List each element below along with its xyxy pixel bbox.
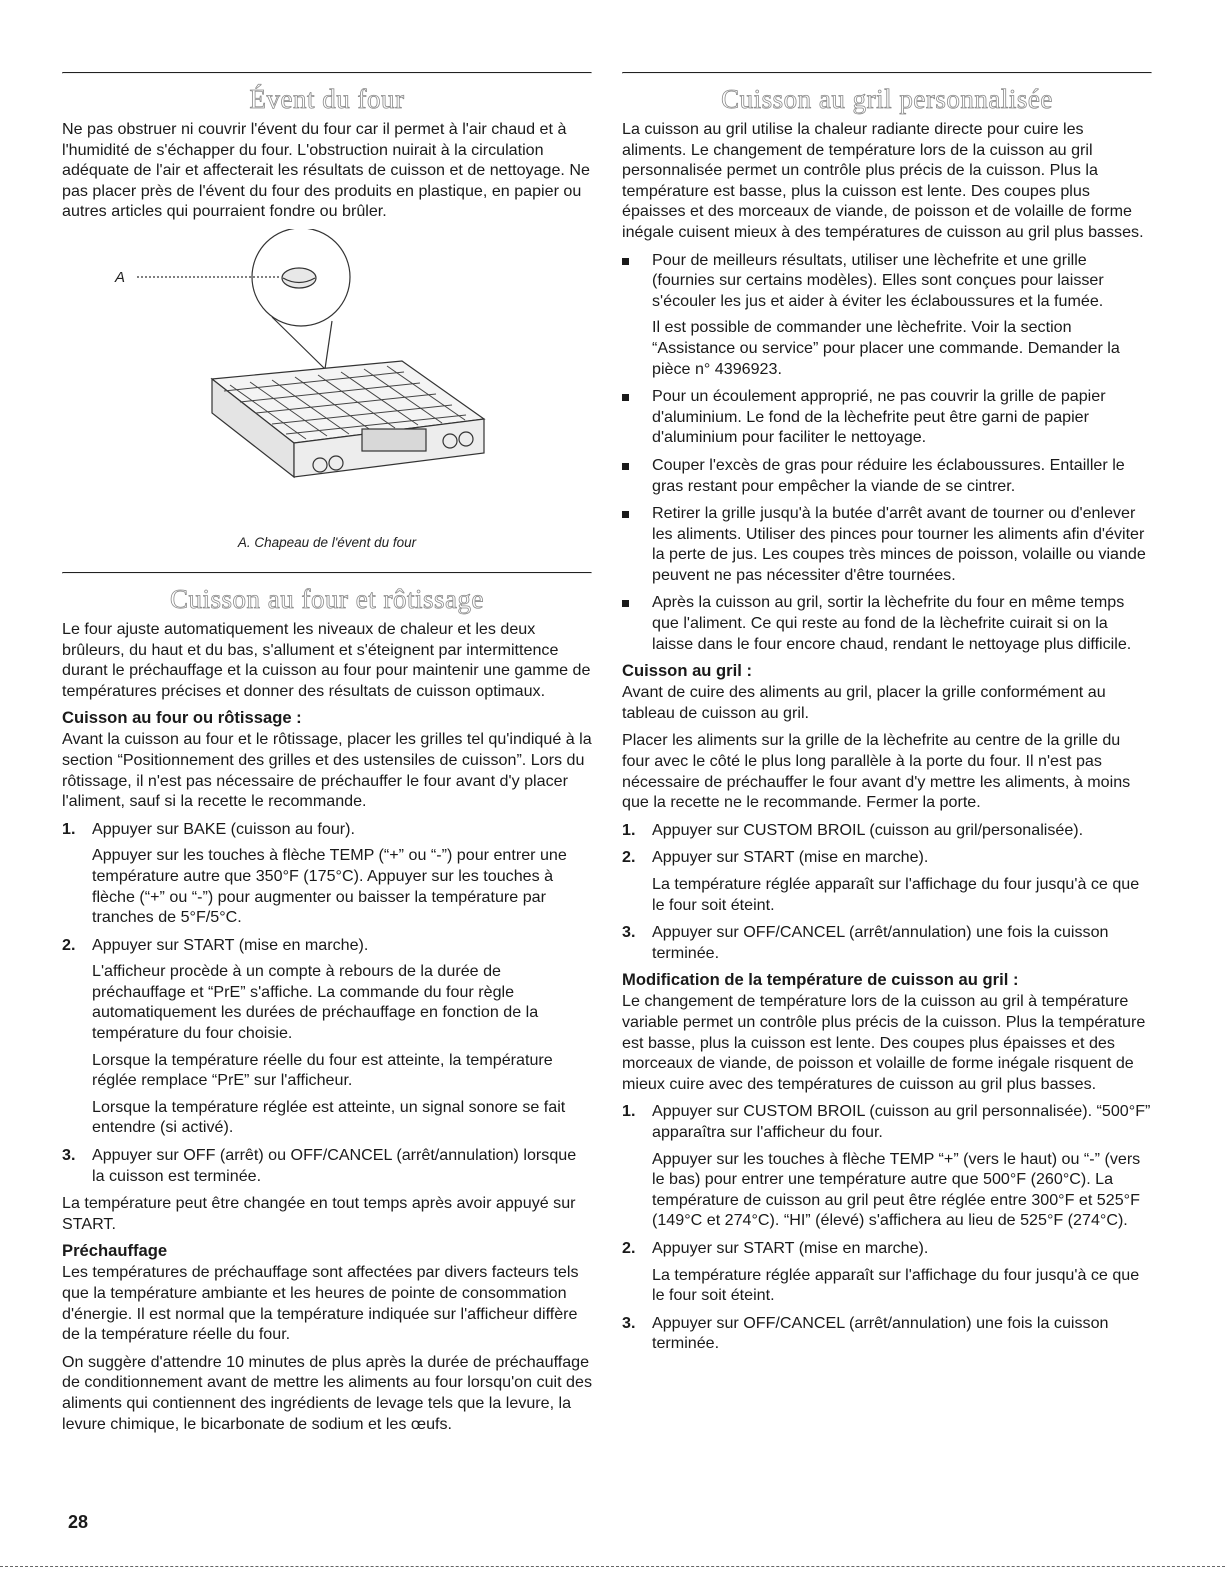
bullet-text: Pour un écoulement approprié, ne pas couvrir la grille de papier d'aluminium. Le fond de la lèchefrite peut être garni de papier d'aluminium pour faciliter le nettoyage. bbox=[652, 387, 1106, 447]
step-text: Appuyer sur OFF/CANCEL (arrêt/annulation) une fois la cuisson terminée. bbox=[652, 923, 1109, 962]
step-number: 2. bbox=[622, 1238, 636, 1257]
bake-roast-intro: Le four ajuste automatiquement les niveaux de chaleur et les deux brûleurs, du haut et du bas, s'allument et s'éteignent par intermittence durant le préchauffage et la cuisson au four pour maintenir une gamme de températures précises et donner des résultats de cuisson optimaux. bbox=[62, 619, 591, 700]
subheading-broil-temperature: Modification de la température de cuisson au gril : bbox=[622, 970, 1019, 990]
step-text: Appuyer sur OFF (arrêt) ou OFF/CANCEL (arrêt/annulation) lorsque la cuisson est terminée. bbox=[92, 1146, 577, 1185]
step-text: Lorsque la température réelle du four est atteinte, la température réglée remplace “PrE” sur l'afficheur. bbox=[92, 1050, 553, 1090]
bullet-item bbox=[622, 592, 1152, 654]
oven-vent-paragraph: Ne pas obstruer ni couvrir l'évent du four car il permet à l'air chaud et à l'humidité de s'échapper du four. L'obstruction nuirait à la circulation adéquate de l'air et affecterait les résultats de cuisson et de nettoyage. Ne pas placer près de l'évent du four des produits en plastique, en papier ou autres articles qui pourraient fondre ou brûler. bbox=[62, 120, 590, 221]
subheading-preheat: Préchauffage bbox=[62, 1241, 168, 1261]
step-item bbox=[622, 1313, 1152, 1354]
section-divider bbox=[62, 72, 592, 74]
section-divider bbox=[62, 572, 592, 574]
step-text: Appuyer sur START (mise en marche). bbox=[652, 1238, 929, 1257]
subheading-bake-roast: Cuisson au four ou rôtissage : bbox=[62, 708, 302, 728]
step-item bbox=[622, 1238, 1152, 1306]
after-steps-note: La température peut être changée en tout temps après avoir appuyé sur START. bbox=[62, 1194, 576, 1233]
step-item bbox=[622, 1101, 1152, 1231]
step-number: 2. bbox=[62, 935, 76, 954]
preheat-paragraph-2: On suggère d'attendre 10 minutes de plus après la durée de préchauffage de conditionnement avant de mettre les aliments au four lorsqu'on cuit des aliments qui contiennent des ingrédients de levage tels que la levure, la levure chimique, le bicarbonate de sodium et les œufs. bbox=[62, 1352, 593, 1433]
section-title-bake-roast: Cuisson au four et rôtissage bbox=[170, 583, 484, 614]
preheat-paragraph-1: Les températures de préchauffage sont affectées par divers facteurs tels que la température ambiante et les heures de pointe de consommation d'énergie. Il est normal que la température indiquée sur l'afficheur diffère de la température réelle du four. bbox=[62, 1263, 579, 1344]
step-text: La température réglée apparaît sur l'affichage du four jusqu'à ce que le four soit éteint. bbox=[652, 1265, 1140, 1305]
step-item bbox=[622, 847, 1152, 915]
step-text: Appuyer sur CUSTOM BROIL (cuisson au gril personnalisée). “500°F” apparaîtra sur l'afficheur du four. bbox=[652, 1102, 1151, 1141]
step-text: Appuyer sur OFF/CANCEL (arrêt/annulation) une fois la cuisson terminée. bbox=[652, 1313, 1109, 1353]
bullet-text: Pour de meilleurs résultats, utiliser une lèchefrite et une grille (fournies sur certains modèles). Elles sont conçues pour laisser s'écouler les jus et aider à éviter les éclaboussures et la fumée. bbox=[652, 250, 1104, 310]
bullet-item bbox=[622, 503, 1152, 585]
broil-paragraph-1: Avant de cuire des aliments au gril, placer la grille conformément au tableau de cuisson au gril. bbox=[622, 683, 1106, 722]
step-text: La température réglée apparaît sur l'affichage du four jusqu'à ce que le four soit éteint. bbox=[652, 875, 1140, 914]
bullet-text: Couper l'excès de gras pour réduire les éclaboussures. Entailler le gras restant pour empêcher la viande de se cintrer. bbox=[652, 455, 1125, 495]
step-number: 1. bbox=[62, 819, 76, 838]
page-number: 28 bbox=[68, 1512, 89, 1532]
section-title-custom-broil: Cuisson au gril personnalisée bbox=[721, 84, 1053, 114]
broil-temperature-paragraph: Le changement de température lors de la cuisson au gril à température variable permet un contrôle plus précis de la cuisson. Plus la température est basse, plus la cuisson est lente. Des coupes plus épaisses et des morceaux de viande, de poisson et volaille de forme inégale risquent de mieux cuire avec des températures de cuisson au gril plus basses. bbox=[622, 992, 1146, 1093]
bullet-item bbox=[622, 250, 1152, 380]
step-item bbox=[62, 1145, 592, 1186]
step-item bbox=[62, 819, 592, 928]
square-bullet-icon bbox=[622, 455, 629, 476]
step-item bbox=[622, 922, 1152, 963]
square-bullet-icon bbox=[622, 503, 629, 524]
left-column bbox=[62, 72, 592, 1441]
step-item bbox=[62, 935, 592, 1138]
square-bullet-icon bbox=[622, 250, 629, 271]
bullet-text: Il est possible de commander une lèchefrite. Voir la section “Assistance ou service” pour placer une commande. Demander la pièce n° 4396923. bbox=[652, 318, 1120, 378]
step-text: Appuyer sur les touches à flèche TEMP “+” (vers le haut) ou “-” (vers le bas) pour entrer une température autre que 500°F (260°C). La température de cuisson au gril peut être réglée entre 300°F et 525°F (149°C et 274°C). “HI” (élevé) s'affichera au lieu de 525°F (274°C). bbox=[652, 1149, 1141, 1230]
bullet-item bbox=[622, 455, 1152, 496]
step-text: Appuyer sur CUSTOM BROIL (cuisson au gril/personalisée). bbox=[652, 820, 1084, 839]
oven-vent-figure bbox=[62, 229, 592, 529]
bullet-text: Après la cuisson au gril, sortir la lèchefrite du four en même temps que l'aliment. Ce qui reste au fond de la lèchefrite cuirait si on la laisse dans le four encore chaud, rendant le nettoyage plus difficile. bbox=[652, 593, 1132, 653]
step-number: 1. bbox=[622, 820, 636, 839]
step-text: Appuyer sur START (mise en marche). bbox=[92, 935, 369, 954]
range-illustration bbox=[62, 229, 592, 529]
broil-paragraph-2: Placer les aliments sur la grille de la lèchefrite au centre de la grille du four avec le côté le plus long parallèle à la porte du four. Il n'est pas nécessaire de préchauffer le four avant d'y mettre les aliments, à moins que la recette ne le recommande. Fermer la porte. bbox=[622, 731, 1131, 812]
custom-broil-intro: La cuisson au gril utilise la chaleur radiante directe pour cuire les aliments. Le changement de température lors de la cuisson au gril personnalisée permet un contrôle plus précis de la cuisson. Plus la température est basse, plus la cuisson est lente. Des coupes plus épaisses et des morceaux de viande, de poisson et de volaille de forme inégale cuisent mieux à des températures de cuisson au gril plus basses. bbox=[622, 120, 1144, 241]
right-column bbox=[622, 72, 1152, 1361]
step-number: 1. bbox=[622, 1102, 636, 1121]
step-text: Lorsque la température réglée est atteinte, un signal sonore se fait entendre (si activé). bbox=[92, 1097, 566, 1137]
step-item bbox=[622, 820, 1152, 841]
square-bullet-icon bbox=[622, 592, 629, 613]
page-bottom-border bbox=[0, 1566, 1225, 1567]
step-number: 2. bbox=[622, 848, 636, 867]
step-text: Appuyer sur les touches à flèche TEMP (“+” ou “-”) pour entrer une température autre que 350°F (175°C). Appuyer sur les touches à flèche (“+” ou “-”) pour augmenter ou baisser la température par tranches de 5°F/5°C. bbox=[92, 846, 567, 927]
step-number: 3. bbox=[62, 1146, 76, 1165]
bullet-item bbox=[622, 386, 1152, 448]
step-text: Appuyer sur BAKE (cuisson au four). bbox=[92, 819, 355, 838]
section-divider bbox=[622, 72, 1152, 74]
bake-roast-instructions: Avant la cuisson au four et le rôtissage, placer les grilles tel qu'indiqué à la section “Positionnement des grilles et des ustensiles de cuisson”. Lors du rôtissage, il n'est pas nécessaire de préchauffer le four avant d'y placer l'aliment, sauf si la recette le recommande. bbox=[62, 730, 592, 811]
step-text: L'afficheur procède à un compte à rebours de la durée de préchauffage et “PrE” s'affiche. La commande du four règle automatiquement les durées de préchauffage en fonction de la température du four choisie. bbox=[92, 962, 539, 1043]
step-number: 3. bbox=[622, 1313, 636, 1332]
figure-caption: A. Chapeau de l'évent du four bbox=[237, 534, 417, 550]
square-bullet-icon bbox=[622, 386, 629, 407]
bullet-text: Retirer la grille jusqu'à la butée d'arrêt avant de tourner ou d'enlever les aliments. Utiliser des pinces pour tourner les aliments afin d'éviter la perte de jus. Les coupes très minces de poisson, volaille ou viande peuvent ne pas nécessiter d'être tournées. bbox=[652, 504, 1146, 584]
section-title-oven-vent: Évent du four bbox=[249, 84, 405, 114]
step-number: 3. bbox=[622, 923, 636, 942]
step-text: Appuyer sur START (mise en marche). bbox=[652, 848, 929, 867]
subheading-broil: Cuisson au gril : bbox=[622, 661, 752, 681]
figure-callout-label: A bbox=[115, 268, 126, 286]
